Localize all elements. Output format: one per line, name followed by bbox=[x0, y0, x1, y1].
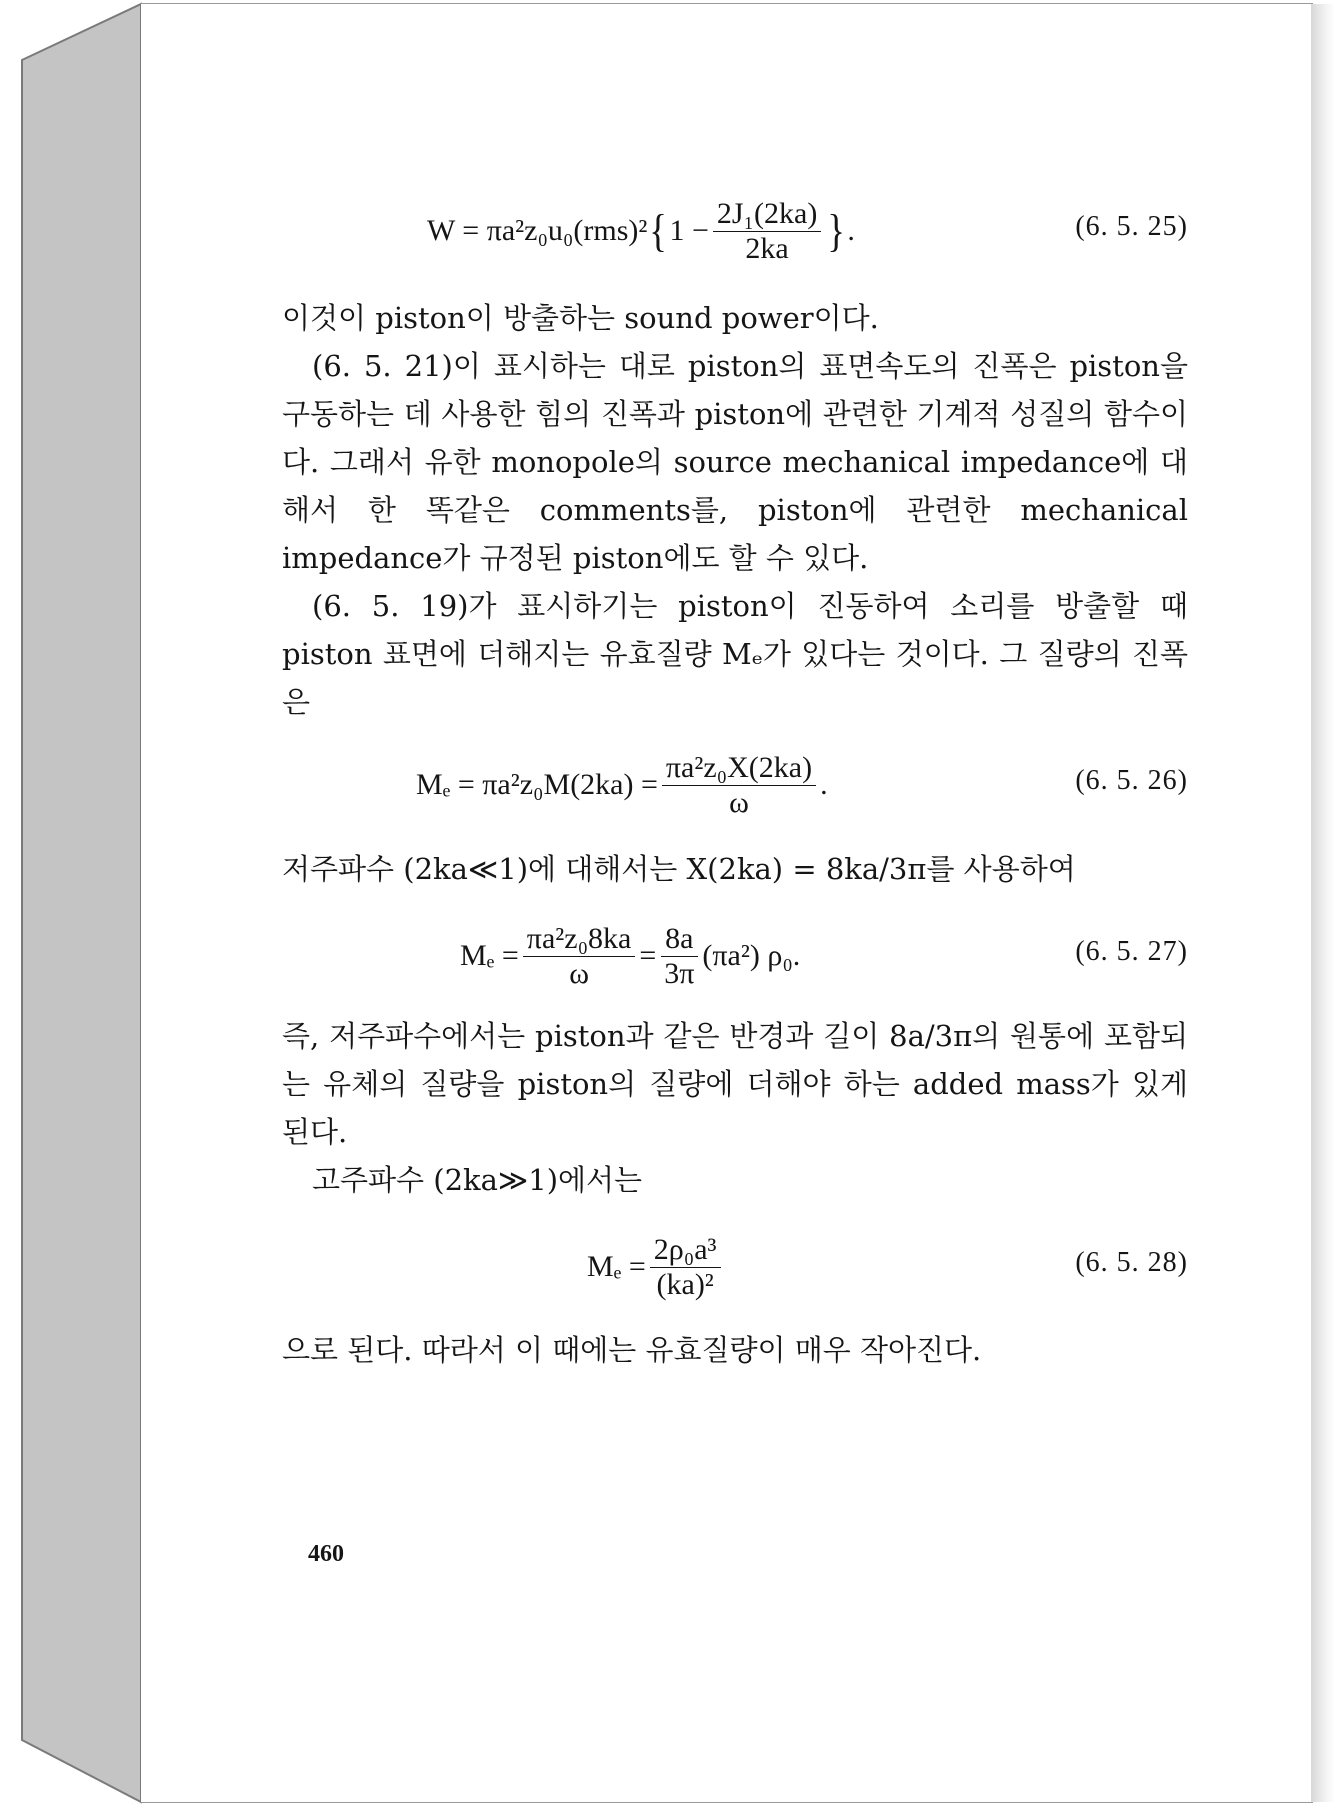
fraction bbox=[713, 198, 821, 264]
one-minus: 1 − bbox=[669, 214, 709, 247]
equation-tail: . bbox=[820, 768, 828, 801]
paragraph: (6. 5. 19)가 표시하기는 piston이 진동하여 소리를 방출할 때 piston 표면에 더해지는 유효질량 Mₑ가 있다는 것이다. 그 질량의 진폭은 bbox=[282, 589, 1188, 719]
equation-number: (6. 5. 27) bbox=[1075, 936, 1188, 967]
paragraph: 으로 된다. 따라서 이 때에는 유효질량이 매우 작아진다. bbox=[282, 1333, 982, 1367]
left-brace: { bbox=[649, 205, 668, 256]
equals-sign: = bbox=[639, 939, 657, 972]
fraction-numerator: 8a bbox=[661, 923, 697, 957]
page-edge-shadow bbox=[1311, 4, 1335, 1802]
fraction-numerator: 2J₁(2ka) bbox=[713, 198, 821, 232]
text-block-2 bbox=[282, 845, 1188, 893]
fraction-denominator: 2ka bbox=[745, 231, 789, 265]
fraction-numerator: 2ρ₀a³ bbox=[650, 1234, 721, 1268]
fraction-numerator: πa²z₀X(2ka) bbox=[662, 752, 816, 786]
equation-number: (6. 5. 28) bbox=[1075, 1247, 1188, 1278]
text-block-4 bbox=[282, 1326, 1188, 1374]
text-block-3 bbox=[282, 1012, 1188, 1204]
fraction bbox=[650, 1234, 721, 1300]
fraction bbox=[660, 923, 698, 989]
equation-tail: . bbox=[847, 214, 855, 247]
equation-lhs: Mₑ = πa²z₀M(2ka) = bbox=[416, 768, 658, 801]
paragraph: 고주파수 (2ka≫1)에서는 bbox=[312, 1163, 643, 1197]
paragraph: 저주파수 (2ka≪1)에 대해서는 X(2ka) = 8ka/3π를 사용하여 bbox=[282, 852, 1076, 886]
paragraph: 이것이 piston이 방출하는 sound power이다. bbox=[282, 301, 879, 335]
equation-lhs: W = πa²z₀u₀(rms)² bbox=[427, 214, 648, 247]
equation-lhs: Mₑ = bbox=[460, 939, 519, 972]
fraction-denominator: (ka)² bbox=[656, 1267, 714, 1301]
equation-lhs: Mₑ = bbox=[587, 1250, 646, 1283]
equation-6-5-25 bbox=[282, 191, 1188, 271]
fraction-denominator: 3π bbox=[664, 956, 695, 990]
fraction bbox=[523, 923, 636, 989]
equation-6-5-26 bbox=[282, 745, 1188, 825]
fraction bbox=[662, 752, 816, 818]
equation-tail: (πa²) ρ₀. bbox=[702, 939, 801, 972]
fraction-denominator: ω bbox=[729, 785, 749, 819]
book-page bbox=[141, 4, 1313, 1802]
right-brace: } bbox=[827, 205, 846, 256]
fraction-denominator: ω bbox=[569, 956, 589, 990]
equation-number: (6. 5. 25) bbox=[1075, 211, 1188, 242]
equation-number: (6. 5. 26) bbox=[1075, 765, 1188, 796]
page-number: 460 bbox=[308, 1541, 344, 1567]
equation-6-5-28 bbox=[282, 1227, 1188, 1307]
paragraph: (6. 5. 21)이 표시하는 대로 piston의 표면속도의 진폭은 piston을 구동하는 데 사용한 힘의 진폭과 piston에 관련한 기계적 성질의 함수이다. 그래서 유한 monopole의 source mechanical impedance에 대해서 한 똑같은 comments를, piston에 관련한 mechanical impedance가 규정된 piston에도 할 수 있다. bbox=[282, 349, 1188, 575]
equation-6-5-27 bbox=[282, 916, 1188, 996]
paragraph: 즉, 저주파수에서는 piston과 같은 반경과 길이 8a/3π의 원통에 포함되는 유체의 질량을 piston의 질량에 더해야 하는 added mass가 있게 된다. bbox=[282, 1019, 1188, 1149]
fraction-numerator: πa²z₀8ka bbox=[523, 923, 636, 957]
text-block-1 bbox=[282, 294, 1188, 726]
